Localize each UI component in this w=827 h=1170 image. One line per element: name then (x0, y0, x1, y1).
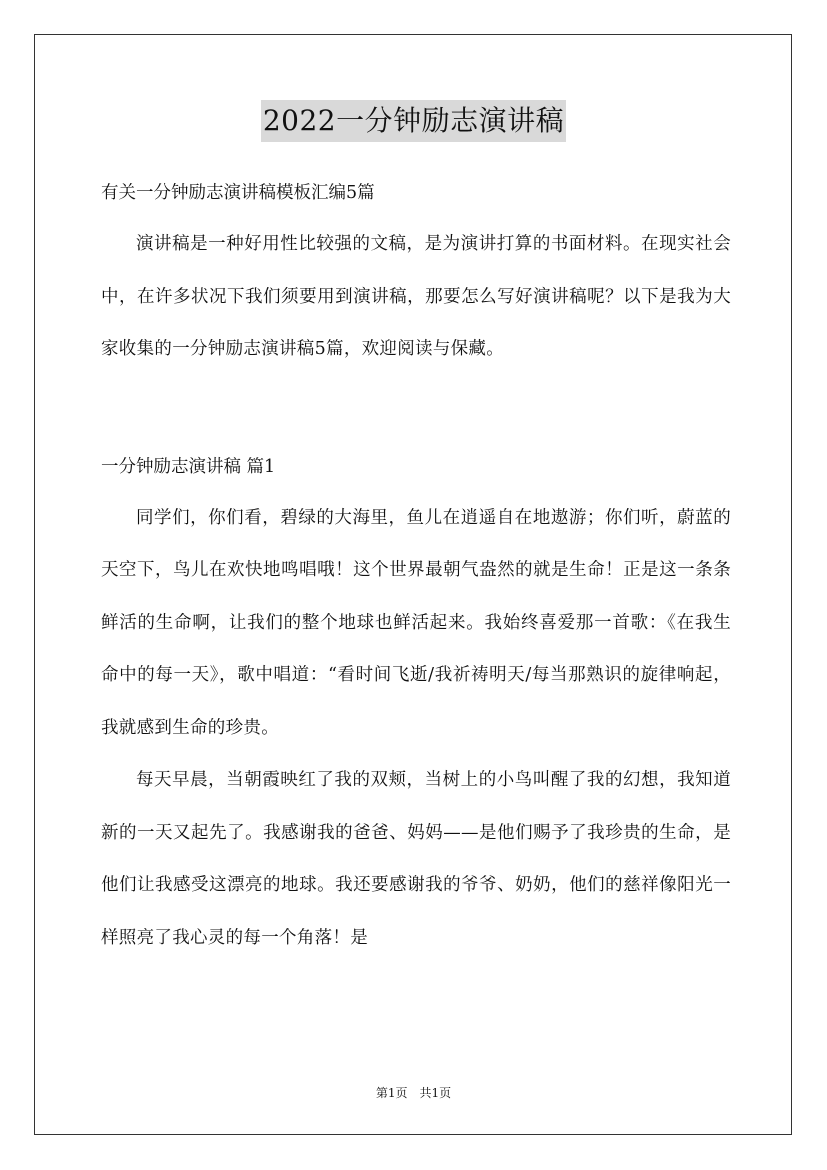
body-paragraph: 每天早晨，当朝霞映红了我的双颊，当树上的小鸟叫醒了我的幻想，我知道新的一天又起先了。我感谢我的爸爸、妈妈——是他们赐予了我珍贵的生命，是他们让我感受这漂亮的地球。我还要感谢我的爷爷、奶奶，他们的慈祥像阳光一样照亮了我心灵的每一个角落！是 (101, 770, 731, 948)
section-heading: 一分钟励志演讲稿 篇1 (101, 456, 276, 477)
document-subtitle: 有关一分钟励志演讲稿模板汇编5篇 (101, 183, 375, 203)
page-footer: 第1页 共1页 (375, 1086, 452, 1100)
title-container (0, 100, 827, 142)
body-paragraph: 同学们，你们看，碧绿的大海里，鱼儿在逍遥自在地遨游；你们听，蔚蓝的天空下，鸟儿在欢快地鸣唱哦！这个世界最朝气盎然的就是生命！正是这一条条鲜活的生命啊，让我们的整个地球也鲜活起来。我始终喜爱那一首歌：《在我生命中的每一天》，歌中唱道：“看时间飞逝/我祈祷明天/每当那熟识的旋律响起，我就感到生命的珍贵。 (101, 507, 731, 738)
section-spacer (101, 376, 731, 442)
intro-paragraph: 演讲稿是一种好用性比较强的文稿，是为演讲打算的书面材料。在现实社会中，在许多状况下我们须要用到演讲稿，那要怎么写好演讲稿呢？以下是我为大家收集的一分钟励志演讲稿5篇，欢迎阅读与保藏。 (101, 234, 731, 359)
document-body (101, 168, 731, 964)
document-title: 2022一分钟励志演讲稿 (261, 100, 566, 142)
